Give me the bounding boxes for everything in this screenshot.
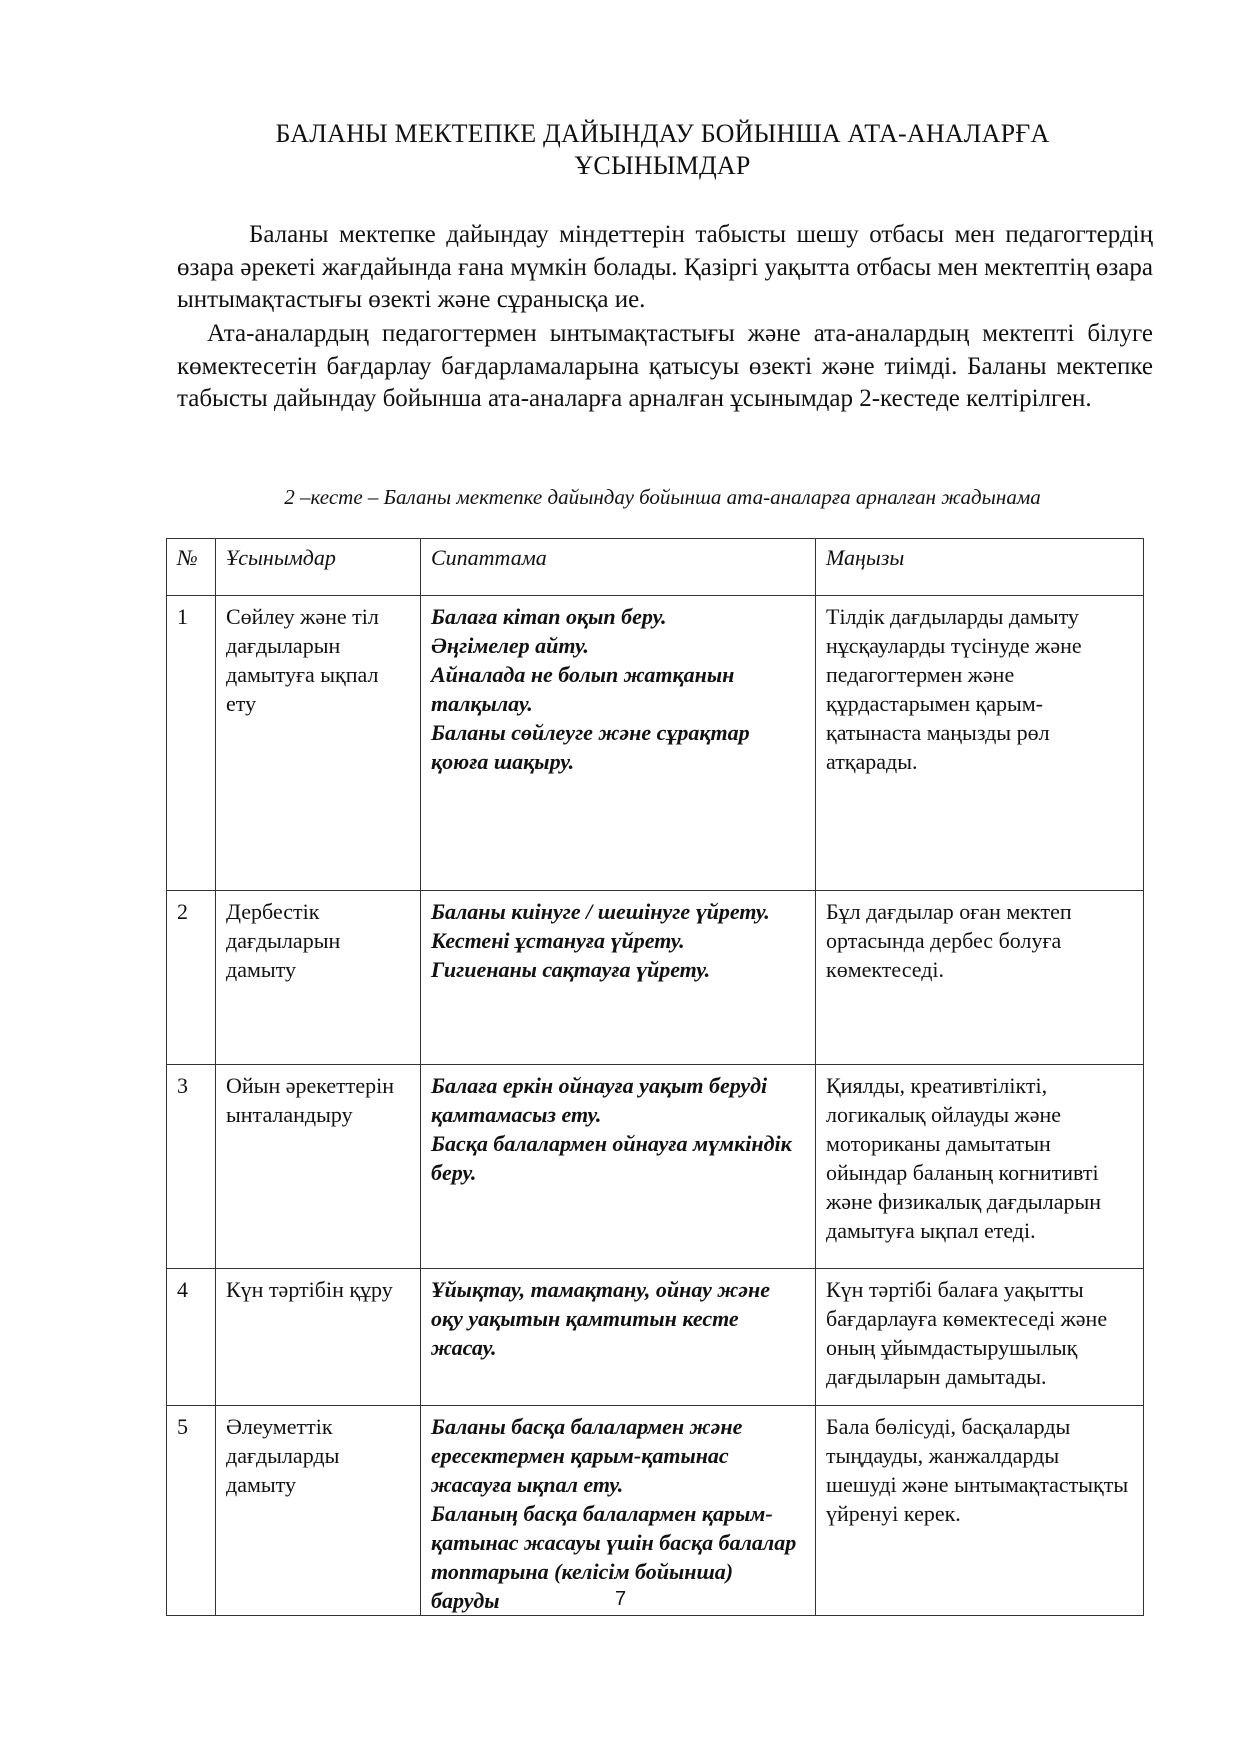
row-number: 1 [167, 596, 216, 891]
row-number: 2 [167, 891, 216, 1065]
description-line: Балаға еркін ойнауға уақыт беруді қамтамасыз ету. [431, 1073, 768, 1127]
description-line: Әңгімелер айту. [431, 633, 589, 658]
header-description: Сипаттама [421, 539, 816, 596]
row-number: 4 [167, 1269, 216, 1406]
row-significance: Бала бөлісуді, басқаларды тыңдауды, жанжалдарды шешуді және ынтымақтастықты үйренуі керек. [816, 1406, 1144, 1616]
recommendations-table [166, 538, 1144, 1616]
row-description [421, 596, 816, 891]
description-line: Балаға кітап оқып беру. [431, 604, 667, 629]
row-description [421, 1406, 816, 1616]
page-number: 7 [614, 1588, 627, 1610]
table-row [167, 891, 1144, 1065]
row-recommendation: Әлеуметтік дағдыларды дамыту [216, 1406, 421, 1616]
table-row [167, 1269, 1144, 1406]
description-line: Айналада не болып жатқанын талқылау. [431, 662, 735, 716]
row-significance: Қиялды, креативтілікті, логикалық ойлауды және моториканы дамытатын ойындар баланың когнитивті және физикалық дағдыларын дамытуға ықпал етеді. [816, 1065, 1144, 1269]
row-recommendation: Күн тәртібін құру [216, 1269, 421, 1406]
header-number: № [167, 539, 216, 596]
title-line-1: БАЛАНЫ МЕКТЕПКЕ ДАЙЫНДАУ БОЙЫНША АТА-АНАЛАРҒА [275, 119, 1050, 148]
description-line: Баланы басқа балалармен және ересектермен қарым-қатынас жасауға ықпал ету. [431, 1414, 743, 1497]
row-recommendation: Сөйлеу және тіл дағдыларын дамытуға ықпал ету [216, 596, 421, 891]
description-line: Баланы сөйлеуге және сұрақтар қоюға шақыру. [431, 720, 750, 774]
row-number: 5 [167, 1406, 216, 1616]
table-row [167, 1406, 1144, 1616]
table-header-row [167, 539, 1144, 596]
row-recommendation: Дербестік дағдыларын дамыту [216, 891, 421, 1065]
description-line: Баланы киінуге / шешінуге үйрету. [431, 899, 770, 924]
description-line: Кестені ұстануға үйрету. [431, 928, 685, 953]
row-significance: Күн тәртібі балаға уақытты бағдарлауға көмектеседі және оның ұйымдастырушылық дағдыларын дамытады. [816, 1269, 1144, 1406]
row-description [421, 891, 816, 1065]
row-description [421, 1065, 816, 1269]
table-caption: 2 –кесте – Баланы мектепке дайындау бойынша ата-аналарға арналған жадынама [284, 485, 1041, 509]
intro-paragraph-1: Баланы мектепке дайындау міндеттерін табысты шешу отбасы мен педагогтердің өзара әрекеті жағдайында ғана мүмкін болады. Қазіргі уақытта отбасы мен мектептің өзара ынтымақтастығы өзекті және сұранысқа ие. [177, 221, 1153, 313]
description-line: Ұйықтау, тамақтану, ойнау және оқу уақытын қамтитын кесте жасау. [431, 1277, 771, 1360]
description-line: Баланың басқа балалармен қарым-қатынас жасауы үшін басқа балалар топтарына (келісім бойынша) баруды [431, 1501, 797, 1613]
row-description [421, 1269, 816, 1406]
row-significance: Тілдік дағдыларды дамыту нұсқауларды түсінуде және педагогтермен және құрдастарымен қарым-қатынаста маңызды рөл атқарады. [816, 596, 1144, 891]
title-line-2: ҰСЫНЫМДАР [574, 151, 751, 180]
description-line: Гигиенаны сақтауға үйрету. [431, 957, 711, 982]
description-line: Басқа балалармен ойнауға мүмкіндік беру. [431, 1131, 792, 1185]
page-title [170, 118, 1155, 182]
table-row [167, 1065, 1144, 1269]
intro-paragraph-2: Ата-аналардың педагогтермен ынтымақтастығы және ата-аналардың мектепті білуге көмектесетін бағдарлау бағдарламаларына қатысуы өзекті және тиімді. Баланы мектепке табысты дайындау бойынша ата-аналарға арналған ұсынымдар 2-кестеде келтірілген. [177, 320, 1153, 412]
header-significance: Маңызы [816, 539, 1144, 596]
row-recommendation: Ойын әрекеттерін ынталандыру [216, 1065, 421, 1269]
row-significance: Бұл дағдылар оған мектеп ортасында дербес болуға көмектеседі. [816, 891, 1144, 1065]
table-row [167, 596, 1144, 891]
header-recommendations: Ұсынымдар [216, 539, 421, 596]
row-number: 3 [167, 1065, 216, 1269]
